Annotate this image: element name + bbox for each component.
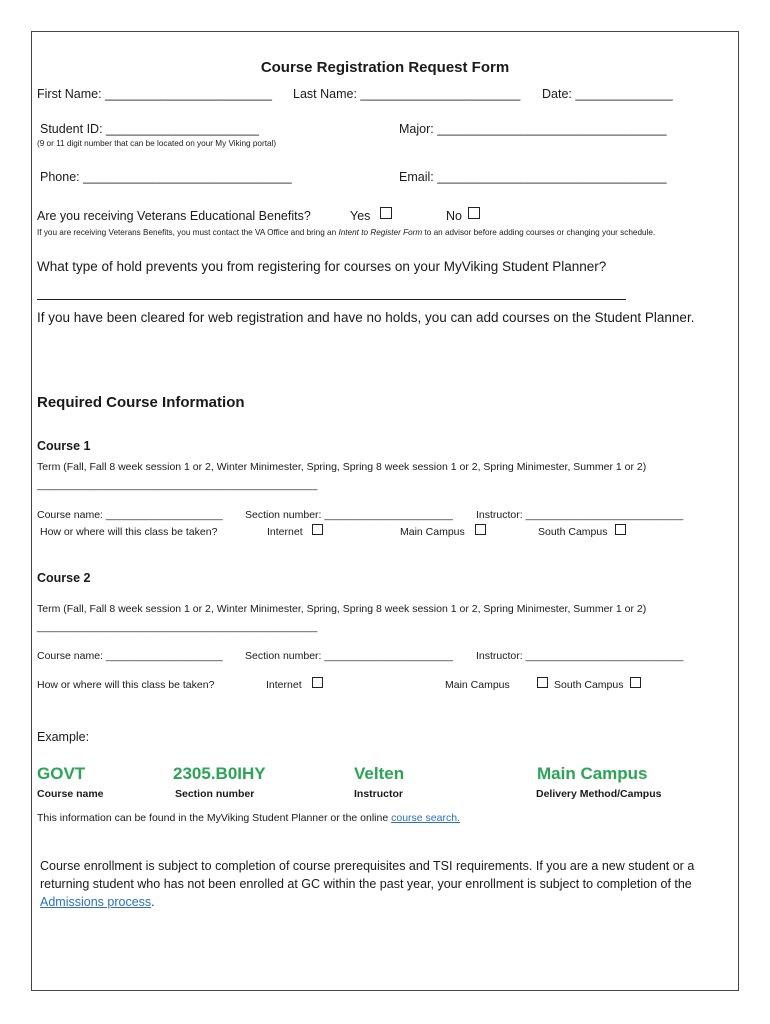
course2-internet-checkbox[interactable] (312, 677, 323, 688)
course2-main-campus-checkbox[interactable] (537, 677, 548, 688)
enrollment-note-line1: Course enrollment is subject to completion of course prerequisites and TSI requirements. If you are a new student or a (40, 859, 695, 873)
example-campus-caption: Delivery Method/Campus (536, 788, 662, 800)
example-label: Example: (37, 730, 90, 744)
first-name-field[interactable]: First Name: ________________________ (37, 87, 272, 101)
course1-main-campus-checkbox[interactable] (475, 524, 486, 535)
course2-term: Term (Fall, Fall 8 week session 1 or 2, Winter Minimester, Spring, Spring 8 week session 1 or 2, Spring Minimester, Summer 1 or 2) (37, 603, 647, 615)
course2-how-question: How or where will this class be taken? (37, 679, 215, 691)
course1-how-question: How or where will this class be taken? (40, 526, 218, 538)
example-course-value: GOVT (37, 764, 86, 783)
veterans-yes-checkbox[interactable] (380, 207, 392, 219)
required-heading: Required Course Information (37, 394, 245, 411)
form-title: Course Registration Request Form (260, 59, 510, 76)
yes-label: Yes (350, 209, 371, 223)
course1-section-field[interactable]: Section number: ______________________ (245, 509, 453, 521)
last-name-field[interactable]: Last Name: _______________________ (293, 87, 521, 101)
veterans-no-checkbox[interactable] (468, 207, 480, 219)
date-field[interactable]: Date: ______________ (542, 87, 673, 101)
admissions-process-link[interactable]: Admissions process (40, 895, 152, 909)
course1-name-field[interactable]: Course name: ____________________ (37, 509, 223, 521)
example-section-caption: Section number (175, 788, 255, 800)
course2-main-campus-label: Main Campus (445, 679, 510, 691)
hold-answer-line[interactable] (37, 299, 626, 300)
course1-south-campus-label: South Campus (538, 526, 608, 538)
example-instructor-value: Velten (354, 764, 405, 783)
example-course-caption: Course name (37, 788, 104, 800)
course2-south-campus-checkbox[interactable] (630, 677, 641, 688)
course2-term-line[interactable]: ________________________________________________ (37, 621, 318, 633)
course1-south-campus-checkbox[interactable] (615, 524, 626, 535)
veterans-note: If you are receiving Veterans Benefits, you must contact the VA Office and bring an Intent to Register Form to an advisor before adding courses or changing your schedule. (37, 228, 656, 237)
course2-instructor-field[interactable]: Instructor: ___________________________ (476, 650, 684, 662)
course2-internet-label: Internet (266, 679, 302, 691)
course1-internet-checkbox[interactable] (312, 524, 323, 535)
course1-instructor-field[interactable]: Instructor: ___________________________ (476, 509, 684, 521)
course1-term: Term (Fall, Fall 8 week session 1 or 2, Winter Minimester, Spring, Spring 8 week session 1 or 2, Spring Minimester, Summer 1 or 2) (37, 461, 647, 473)
course1-heading: Course 1 (37, 439, 91, 453)
example-section-value: 2305.B0IHY (173, 764, 266, 783)
course2-south-campus-label: South Campus (554, 679, 624, 691)
cleared-note: If you have been cleared for web registration and have no holds, you can add courses on the Student Planner. (37, 310, 695, 325)
course2-heading: Course 2 (37, 571, 91, 585)
enrollment-note-line2: returning student who has not been enrolled at GC within the past year, your enrollment is subject to completion of the (40, 877, 692, 891)
example-info: This information can be found in the MyViking Student Planner or the online course search. (37, 812, 460, 824)
course-search-link[interactable]: course search. (391, 812, 460, 824)
course2-name-field[interactable]: Course name: ____________________ (37, 650, 223, 662)
email-field[interactable]: Email: _________________________________ (399, 170, 667, 184)
example-campus-value: Main Campus (537, 764, 648, 783)
enrollment-note-line3: Admissions process. (40, 895, 155, 909)
major-field[interactable]: Major: _________________________________ (399, 122, 667, 136)
phone-field[interactable]: Phone: ______________________________ (40, 170, 292, 184)
no-label: No (446, 209, 462, 223)
veterans-question: Are you receiving Veterans Educational Benefits? (37, 209, 311, 223)
course1-term-line[interactable]: ________________________________________________ (37, 479, 318, 491)
hold-question: What type of hold prevents you from registering for courses on your MyViking Student Planner? (37, 259, 607, 274)
student-id-note: (9 or 11 digit number that can be located on your My Viking portal) (37, 139, 277, 148)
course1-main-campus-label: Main Campus (400, 526, 465, 538)
student-id-field[interactable]: Student ID: ______________________ (40, 122, 259, 136)
example-instructor-caption: Instructor (354, 788, 404, 800)
course1-internet-label: Internet (267, 526, 303, 538)
course2-section-field[interactable]: Section number: ______________________ (245, 650, 453, 662)
